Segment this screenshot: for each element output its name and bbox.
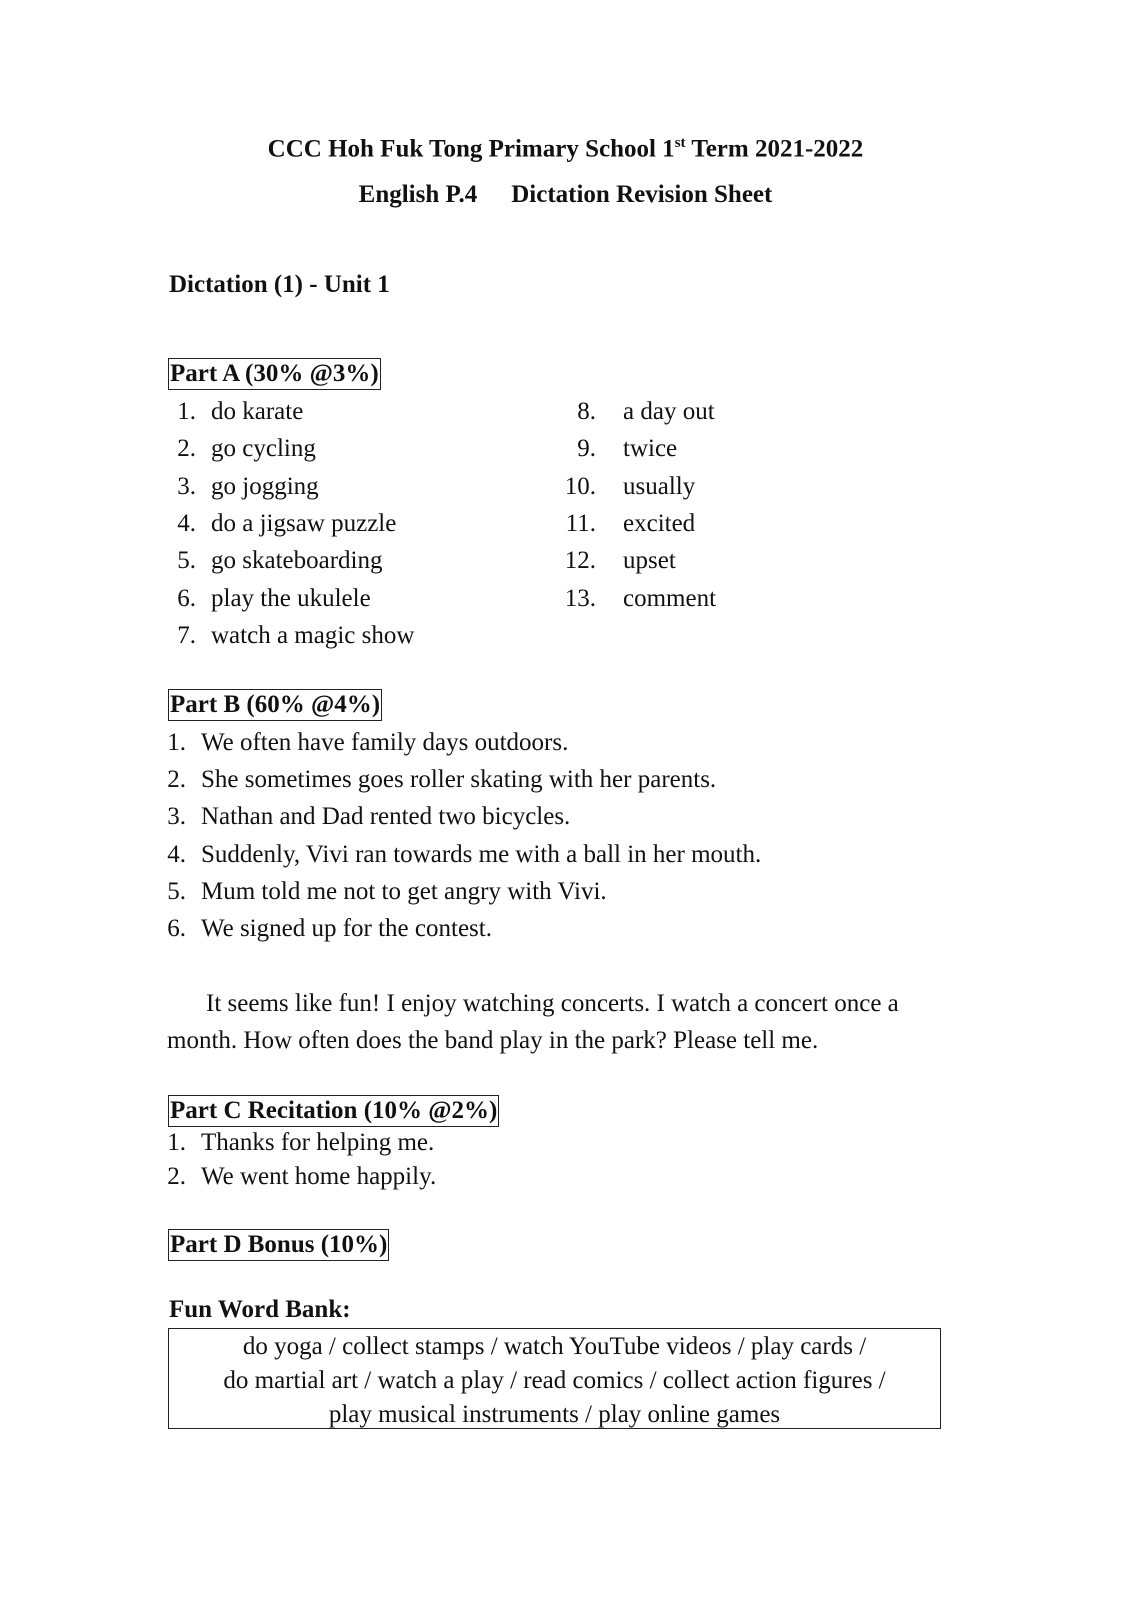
item-number: 3. <box>177 473 196 500</box>
item-number: 2. <box>167 766 186 793</box>
part-c-heading: Part C Recitation (10% @2%) <box>168 1095 499 1127</box>
item-number: 10. <box>564 473 596 500</box>
list-item <box>540 509 940 539</box>
list-item <box>0 584 560 614</box>
list-item <box>0 728 1000 758</box>
list-item <box>0 765 1000 795</box>
item-text: Suddenly, Vivi ran towards me with a ball in her mouth. <box>201 841 762 868</box>
title-superscript: st <box>674 135 686 151</box>
word-bank-heading: Fun Word Bank: <box>169 1296 351 1323</box>
item-text: upset <box>623 547 676 574</box>
list-item <box>540 472 940 502</box>
word-bank-box <box>168 1328 941 1429</box>
item-number: 1. <box>167 729 186 756</box>
item-text: go jogging <box>211 473 319 500</box>
item-text: usually <box>623 473 696 500</box>
subject-label: English P.4 <box>358 181 478 208</box>
item-text: comment <box>623 585 717 612</box>
item-text: Mum told me not to get angry with Vivi. <box>201 878 607 905</box>
item-number: 8. <box>577 398 596 425</box>
part-b-heading: Part B (60% @4%) <box>168 689 382 721</box>
sheet-name: Dictation Revision Sheet <box>511 181 773 208</box>
item-text: twice <box>623 435 678 462</box>
item-text: Thanks for helping me. <box>201 1129 435 1156</box>
title-term-suffix: Term 2021-2022 <box>685 135 864 163</box>
item-text: We often have family days outdoors. <box>201 729 569 756</box>
list-item <box>0 1162 1000 1192</box>
list-item <box>0 914 1000 944</box>
item-number: 2. <box>167 1163 186 1190</box>
list-item <box>0 802 1000 832</box>
paragraph-line: It seems like fun! I enjoy watching concerts. I watch a concert once a <box>206 990 899 1017</box>
item-number: 1. <box>167 1129 186 1156</box>
list-item <box>540 397 940 427</box>
item-number: 2. <box>177 435 196 462</box>
list-item <box>0 546 560 576</box>
list-item <box>540 546 940 576</box>
item-text: We signed up for the contest. <box>201 915 492 942</box>
list-item <box>0 840 1000 870</box>
word-bank-line: do martial art / watch a play / read comics / collect action figures / <box>223 1367 886 1394</box>
item-number: 5. <box>177 547 196 574</box>
paragraph-line: month. How often does the band play in the park? Please tell me. <box>167 1027 819 1054</box>
word-bank-line: play musical instruments / play online games <box>328 1401 781 1428</box>
list-item <box>0 621 560 651</box>
item-number: 4. <box>177 510 196 537</box>
part-a-heading: Part A (30% @3%) <box>168 358 381 390</box>
list-item <box>0 397 560 427</box>
list-item <box>0 472 560 502</box>
sheet-title <box>0 135 1131 163</box>
item-number: 4. <box>167 841 186 868</box>
sheet-subtitle <box>0 181 1131 209</box>
item-text: We went home happily. <box>201 1163 437 1190</box>
item-number: 13. <box>564 585 596 612</box>
item-text: She sometimes goes roller skating with her parents. <box>201 766 717 793</box>
item-number: 1. <box>177 398 196 425</box>
item-number: 9. <box>577 435 596 462</box>
item-text: go cycling <box>211 435 316 462</box>
part-b-paragraph <box>167 985 967 1059</box>
item-text: a day out <box>623 398 715 425</box>
word-bank-line: do yoga / collect stamps / watch YouTube videos / play cards / <box>242 1333 867 1360</box>
list-item <box>540 434 940 464</box>
list-item <box>0 877 1000 907</box>
item-number: 11. <box>565 510 596 537</box>
item-text: play the ukulele <box>211 585 371 612</box>
item-number: 6. <box>167 915 186 942</box>
item-number: 5. <box>167 878 186 905</box>
list-item <box>0 434 560 464</box>
list-item <box>0 509 560 539</box>
item-text: excited <box>623 510 696 537</box>
item-text: Nathan and Dad rented two bicycles. <box>201 803 571 830</box>
item-text: do karate <box>211 398 304 425</box>
list-item <box>0 1128 1000 1158</box>
item-text: do a jigsaw puzzle <box>211 510 397 537</box>
list-item <box>540 584 940 614</box>
part-d-heading: Part D Bonus (10%) <box>168 1229 389 1261</box>
item-text: watch a magic show <box>211 622 415 649</box>
dictation-heading: Dictation (1) - Unit 1 <box>169 271 390 298</box>
item-number: 7. <box>177 622 196 649</box>
title-school-term-prefix: CCC Hoh Fuk Tong Primary School 1 <box>267 135 675 163</box>
item-number: 3. <box>167 803 186 830</box>
item-number: 6. <box>177 585 196 612</box>
item-number: 12. <box>564 547 596 574</box>
item-text: go skateboarding <box>211 547 383 574</box>
